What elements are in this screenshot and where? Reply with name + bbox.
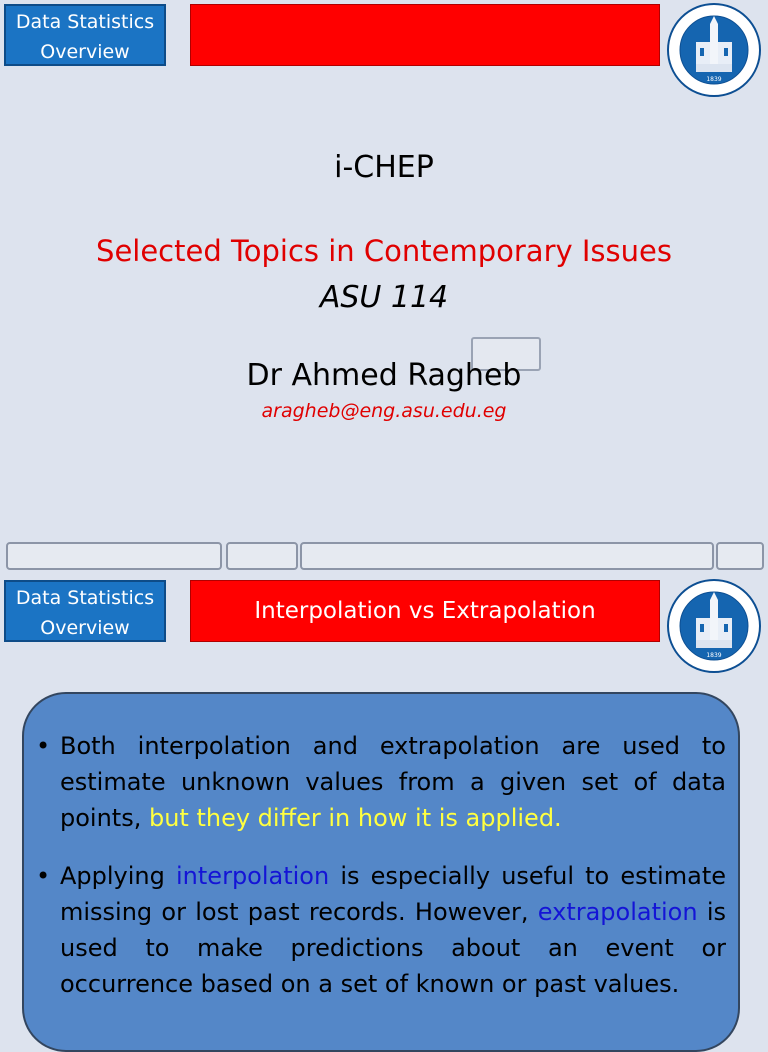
logo-year: 1839	[706, 652, 722, 659]
bullet-text: Both interpolation and extrapolation are used to estimate unknown values from a given set of data points,	[60, 732, 726, 832]
nav-segment-prev[interactable]	[6, 542, 222, 570]
bullet-text: is especially useful to estimate missing or lost past records. However,	[60, 862, 726, 926]
section-tag	[4, 580, 166, 642]
bullet-item	[36, 728, 726, 836]
content-slide	[0, 572, 768, 1024]
slide-header-bar	[190, 580, 660, 642]
nav-segment-progress[interactable]	[300, 542, 714, 570]
term-extrapolation: extrapolation	[537, 898, 698, 926]
section-tag-line1: Data Statistics	[15, 11, 155, 33]
section-tag	[4, 4, 166, 66]
bullet-text: is used to make predictions about an event or occurrence based on a set of known or past values.	[60, 898, 726, 998]
instructor-name: Dr Ahmed Ragheb	[246, 358, 522, 393]
bullet-dot-icon: •	[36, 862, 51, 890]
nav-segment-next[interactable]	[716, 542, 764, 570]
university-logo-icon	[666, 578, 762, 674]
logo-year: 1839	[706, 76, 722, 83]
university-logo-icon	[666, 2, 762, 98]
bullet-item	[36, 858, 726, 1002]
nav-segment-current[interactable]	[226, 542, 298, 570]
course-code: ASU 114	[319, 280, 449, 315]
slide-navigation-bar	[0, 540, 768, 572]
section-tag-line2: Overview	[40, 41, 130, 63]
content-panel	[22, 692, 740, 1052]
instructor-email: aragheb@eng.asu.edu.eg	[261, 400, 507, 422]
bullet-dot-icon: •	[36, 732, 51, 760]
slide-header-bar	[190, 4, 660, 66]
section-tag-line1: Data Statistics	[15, 587, 155, 609]
course-title: Selected Topics in Contemporary Issues	[96, 234, 672, 268]
bullet-highlight: but they differ in how it is applied.	[148, 804, 562, 832]
bullet-text: Applying	[60, 862, 177, 890]
course-program: i-CHEP	[334, 150, 434, 185]
section-tag-line2: Overview	[40, 617, 130, 639]
slide-header-title: Interpolation vs Extrapolation	[254, 598, 596, 624]
term-interpolation: interpolation	[176, 862, 330, 890]
